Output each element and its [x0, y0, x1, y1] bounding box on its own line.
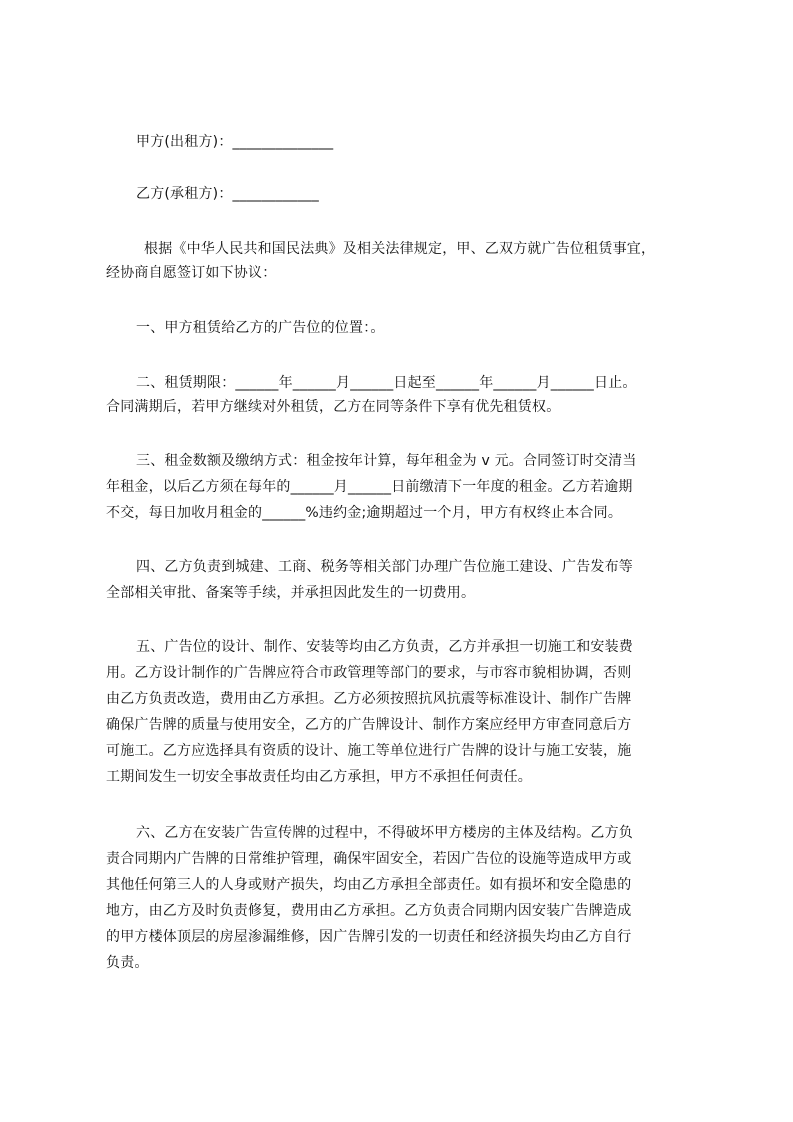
clause-5-line: 五、广告位的设计、制作、安装等均由乙方负责，乙方并承担一切施工和安装费 — [136, 639, 633, 655]
clause-5-line: 由乙方负责改造，费用由乙方承担。乙方必须按照抗风抗震等标准设计、制作广告牌 — [106, 691, 632, 707]
party-a-line: 甲方(出租方)：______________ — [136, 134, 334, 150]
intro-line: 经协商自愿签订如下协议： — [106, 265, 277, 281]
clause-6-line: 其他任何第三人的人身或财产损失，均由乙方承担全部责任。如有损坏和安全隐患的 — [106, 877, 632, 893]
clause-3-line: 三、租金数额及缴纳方式：租金按年计算，每年租金为 v 元。合同签订时交清当 — [136, 453, 637, 469]
intro-line: 根据《中华人民共和国民法典》及相关法律规定，甲、乙双方就广告位租赁事宜， — [144, 241, 656, 257]
clause-2-line: 合同满期后，若甲方继续对外租赁，乙方在同等条件下享有优先租赁权。 — [106, 399, 561, 415]
clause-5-line: 用。乙方设计制作的广告牌应符合市政管理等部门的要求，与市容市貌相协调，否则 — [106, 665, 632, 681]
clause-6-line: 责合同期内广告牌的日常维护管理，确保牢固安全，若因广告位的设施等造成甲方或 — [106, 851, 632, 867]
party-b-line: 乙方(承租方)：____________ — [136, 186, 319, 202]
clause-5-line: 工期间发生一切安全事故责任均由乙方承担，甲方不承担任何责任。 — [106, 769, 532, 785]
clause-5-line: 确保广告牌的质量与使用安全，乙方的广告牌设计、制作方案应经甲方审查同意后方 — [106, 717, 632, 733]
clause-3-line: 不交，每日加收月租金的______%违约金;逾期超过一个月，甲方有权终止本合同。 — [106, 505, 623, 521]
clause-6-line: 六、乙方在安装广告宣传牌的过程中，不得破坏甲方楼房的主体及结构。乙方负 — [136, 825, 633, 841]
clause-4-line: 全部相关审批、备案等手续，并承担因此发生的一切费用。 — [106, 585, 476, 601]
clause-6-line: 地方，由乙方及时负责修复，费用由乙方承担。乙方负责合同期内因安装广告牌造成 — [106, 903, 632, 919]
clause-4-line: 四、乙方负责到城建、工商、税务等相关部门办理广告位施工建设、广告发布等 — [136, 559, 633, 575]
clause-3-line: 年租金，以后乙方须在每年的______月______日前缴清下一年度的租金。乙方若逾期 — [106, 479, 633, 495]
clause-2-line: 二、租赁期限：______年______月______日起至______年______月______日止。 — [136, 375, 637, 391]
clause-5-line: 可施工。乙方应选择具有资质的设计、施工等单位进行广告牌的设计与施工安装，施 — [106, 743, 632, 759]
clause-6-line: 负责。 — [106, 955, 149, 971]
clause-6-line: 的甲方楼体顶层的房屋渗漏维修，因广告牌引发的一切责任和经济损失均由乙方自行 — [106, 929, 632, 945]
clause-1-line: 一、甲方租赁给乙方的广告位的位置：。 — [136, 320, 385, 336]
